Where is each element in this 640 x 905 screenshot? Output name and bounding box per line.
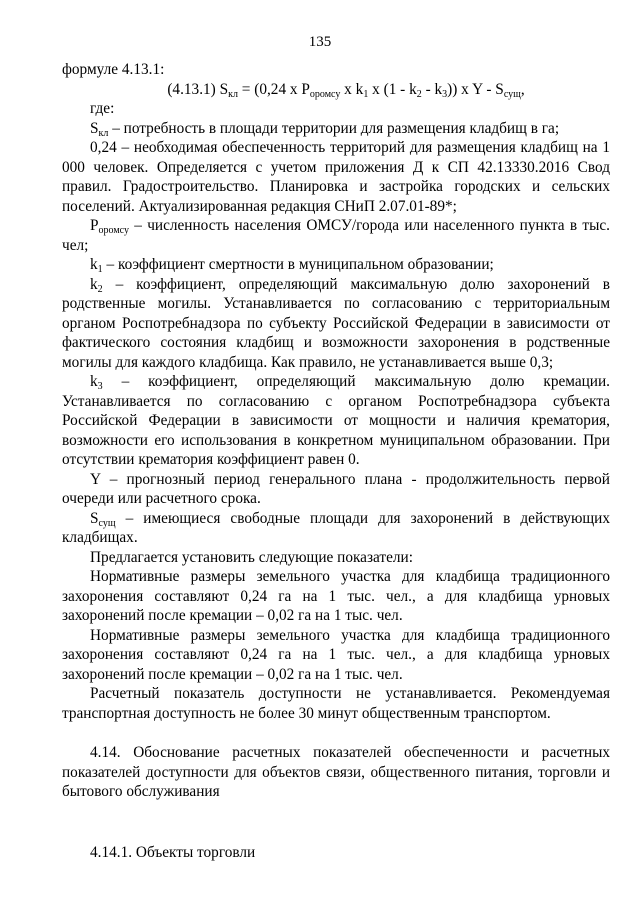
norm-paragraph-1: Нормативные размеры земельного участка для кладбища традиционного захоронения составляют 0,24 га на 1 тыс. чел., а для кладбища урновых захоронений после кремации – 0,02 га на 1 тыс. чел. xyxy=(62,568,610,624)
definition-024: 0,24 – необходимая обеспеченность территорий для размещения кладбищ на 1 000 человек. Определяется с учетом приложения Д к СП 42.13330.2016 Свод правил. Градостроительство. Планировка и застройка городских и сельских поселений. Актуализированная редакция СНиП 2.07.01-89*; xyxy=(62,139,610,215)
definition-k1: $k_1$ – коэффициент смертности в муниципальном образовании; xyxy=(90,256,494,275)
definition-y: Y – прогнозный период генерального плана - продолжительность первой очереди или расчетного срока. xyxy=(62,470,610,507)
norm-paragraph-2: Нормативные размеры земельного участка для кладбища традиционного захоронения составляют 0,24 га на 1 тыс. чел., а для кладбища урновых захоронений после кремации – 0,02 га на 1 тыс. чел. xyxy=(62,626,610,683)
body-text xyxy=(62,60,610,862)
accessibility-paragraph: Расчетный показатель доступности не устанавливается. Рекомендуемая транспортная доступность не более 30 минут общественным транспортом. xyxy=(62,685,610,722)
definition-k2: $k_2$ – коэффициент, определяющий максимальную долю захоронений в родственные могилы. Устанавливается по согласованию с территориальным органом Роспотребнадзора по субъекту Российской Федерации в зависимости от фактического состояния кладбищ и возможности захоронения в родственные могилы для каждого кладбища. Как правило, не устанавливается выше 0,3; xyxy=(62,275,610,371)
formula-intro: формуле 4.13.1: xyxy=(62,61,165,78)
definition-skl: $S_{кл}$ – потребность в площади территории для размещения кладбищ в га; xyxy=(90,119,560,139)
proposal-paragraph: Предлагается установить следующие показатели: xyxy=(90,548,413,566)
definition-s: $S_{сущ}$ – имеющиеся свободные площади для захоронений в действующих кладбищах. xyxy=(62,509,610,546)
definition-k3: $k_3$ – коэффициент, определяющий максимальную долю кремации. Устанавливается по согласованию с органом Роспотребнадзора субъекта Российской Федерации в зависимости от мощности и наличия крематория, возможности его использования в конкретном муниципальном образовании. При отсутствии крематория коэффициент равен 0. xyxy=(62,373,610,468)
definition-p: $P_{оромсу}$ – численность населения ОМСУ/города или населенного пункта в тыс. чел; xyxy=(62,217,610,254)
section-heading-4-14: 4.14. Обоснование расчетных показателей обеспеченности и расчетных показателей доступности для объектов связи, общественного питания, торговли и бытового обслуживания xyxy=(62,744,610,800)
section-heading-4-14-1: 4.14.1. Объекты торговли xyxy=(90,843,256,861)
formula-4-13-1: (4.13.1) $S_{кл} = (0,24$ x $P_{оромсу}$ x $k_1$ x $(1 - k_2 - k_3)$) x Y - $S_{сущ}$, xyxy=(167,80,525,100)
page-number: 135 xyxy=(308,34,332,50)
where-label: где: xyxy=(90,100,115,117)
